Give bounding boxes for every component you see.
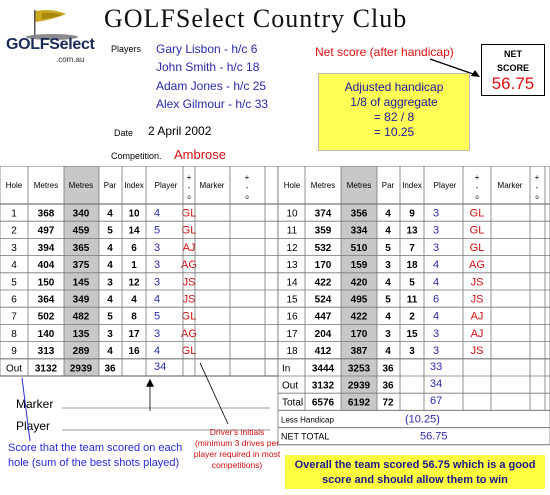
team-score: 4 xyxy=(433,310,440,323)
par-value: 4 xyxy=(385,208,391,220)
team-score: 4 xyxy=(154,293,161,306)
hole-number: 16 xyxy=(286,311,298,323)
index-value: 1 xyxy=(131,260,137,272)
adjusted-line: = 10.25 xyxy=(373,125,415,139)
net-score-box xyxy=(481,44,545,96)
total-score: 67 xyxy=(430,395,443,408)
logo-wordmark: GOLFSelect xyxy=(6,36,95,53)
player-name: Gary Lisbon - h/c 6 xyxy=(156,42,258,56)
metres-value: 170 xyxy=(314,260,332,272)
column-header: Hole xyxy=(5,181,23,190)
header-minus: - xyxy=(535,183,539,192)
metres-value: 204 xyxy=(314,328,332,340)
adjusted-line: = 82 / 8 xyxy=(373,110,415,124)
header-dot: o xyxy=(187,195,191,201)
metres-value: 349 xyxy=(72,294,90,306)
total-metres: 3132 xyxy=(311,380,335,392)
competition-value: Ambrose xyxy=(174,147,227,162)
metres-value: 159 xyxy=(350,260,368,272)
index-value: 15 xyxy=(406,328,418,340)
total-label: Out xyxy=(282,380,299,392)
team-score: 5 xyxy=(154,224,161,237)
index-value: 12 xyxy=(128,277,140,289)
team-score: 3 xyxy=(433,241,440,254)
metres-value: 334 xyxy=(350,225,368,237)
metres-value: 502 xyxy=(37,311,55,323)
team-score: 3 xyxy=(433,224,440,237)
index-value: 3 xyxy=(409,346,415,358)
out-par: 36 xyxy=(104,363,116,375)
driver-initials: AG xyxy=(181,327,197,340)
par-value: 4 xyxy=(107,208,113,220)
driver-initials: AG xyxy=(469,259,485,272)
metres-value: 422 xyxy=(350,311,368,323)
metres-value: 140 xyxy=(37,328,55,340)
metres-value: 459 xyxy=(72,225,90,237)
hole-number: 15 xyxy=(286,294,298,306)
par-value: 5 xyxy=(107,311,113,323)
header-plus: + xyxy=(186,173,192,182)
adjusted-line: Adjusted handicap xyxy=(344,80,444,94)
index-value: 6 xyxy=(131,242,137,254)
metres-value: 313 xyxy=(37,346,55,358)
hole-number: 8 xyxy=(11,328,17,340)
players-label: Players xyxy=(111,44,142,54)
date-value: 2 April 2002 xyxy=(148,124,212,138)
hole-number: 18 xyxy=(286,346,298,358)
index-value: 7 xyxy=(409,242,415,254)
par-value: 4 xyxy=(107,260,113,272)
column-header: Par xyxy=(103,181,117,190)
column-header: Metres xyxy=(33,181,59,190)
index-value: 5 xyxy=(409,277,415,289)
hole-number: 17 xyxy=(286,328,298,340)
metres-value: 135 xyxy=(72,328,90,340)
par-value: 3 xyxy=(107,328,113,340)
metres-value: 404 xyxy=(37,260,55,272)
team-score: 3 xyxy=(433,207,440,220)
less-handicap-label: Less Handicap xyxy=(281,415,334,425)
net-total-label: NET TOTAL xyxy=(281,431,330,442)
par-value: 4 xyxy=(107,242,113,254)
column-header: Index xyxy=(124,181,144,190)
metres-value: 170 xyxy=(350,328,368,340)
arrow-icon xyxy=(200,363,228,424)
competition-label: Competition. xyxy=(111,151,162,161)
driver-initials: JS xyxy=(182,276,196,289)
total-par: 72 xyxy=(382,397,394,409)
header-dot: o xyxy=(535,195,539,201)
driver-initials: AG xyxy=(181,259,197,272)
driver-initials-note xyxy=(183,427,291,471)
total-metres: 3253 xyxy=(347,363,371,375)
driver-initials: GL xyxy=(469,241,485,254)
index-value: 18 xyxy=(406,260,418,272)
column-header: Index xyxy=(402,181,422,190)
team-score: 4 xyxy=(433,259,440,272)
column-header: Metres xyxy=(68,181,94,190)
metres-value: 510 xyxy=(350,242,368,254)
team-score: 3 xyxy=(433,327,440,340)
driver-initials: GL xyxy=(181,224,197,237)
net-score-label: SCORE xyxy=(496,63,529,73)
total-label: In xyxy=(282,363,291,375)
hole-number: 3 xyxy=(11,242,17,254)
metres-value: 374 xyxy=(314,208,332,220)
team-score: 3 xyxy=(433,345,440,358)
index-value: 10 xyxy=(128,208,140,220)
index-value: 16 xyxy=(128,346,140,358)
metres-value: 532 xyxy=(314,242,332,254)
total-par: 36 xyxy=(382,363,394,375)
metres-value: 375 xyxy=(72,260,90,272)
less-handicap-value: (10.25) xyxy=(405,413,440,426)
total-metres: 6576 xyxy=(311,397,335,409)
par-value: 5 xyxy=(107,225,113,237)
player-label: Player xyxy=(16,419,51,433)
hole-number: 1 xyxy=(11,208,17,220)
hole-number: 4 xyxy=(11,260,17,272)
driver-initials: GL xyxy=(181,207,197,220)
team-score: 3 xyxy=(154,259,161,272)
team-score: 5 xyxy=(154,310,161,323)
column-header: Player xyxy=(154,181,178,190)
driver-initials: GL xyxy=(181,310,197,323)
team-score: 4 xyxy=(154,345,161,358)
total-par: 36 xyxy=(382,380,394,392)
hole-number: 11 xyxy=(286,225,298,237)
out-metres: 2939 xyxy=(69,363,93,375)
header-plus: + xyxy=(534,173,540,182)
metres-value: 365 xyxy=(72,242,90,254)
metres-value: 412 xyxy=(314,346,332,358)
header-minus: - xyxy=(187,183,191,192)
hole-number: 2 xyxy=(11,225,17,237)
out-score: 34 xyxy=(154,360,167,373)
par-value: 5 xyxy=(385,294,391,306)
driver-initials: JS xyxy=(182,293,196,306)
index-value: 17 xyxy=(128,328,140,340)
index-value: 14 xyxy=(128,225,140,237)
team-score: 3 xyxy=(154,276,161,289)
header-plus: + xyxy=(474,173,480,182)
net-score-note: Net score (after handicap) xyxy=(315,45,454,59)
hole-number: 14 xyxy=(286,277,298,289)
column-header: Marker xyxy=(199,181,225,190)
total-score: 34 xyxy=(430,378,443,390)
header-minus: - xyxy=(245,183,249,192)
driver-initials: JS xyxy=(470,276,484,289)
metres-value: 145 xyxy=(72,277,90,289)
column-header: Par xyxy=(381,181,395,190)
adjusted-handicap-box xyxy=(318,73,470,151)
column-header: Player xyxy=(433,181,457,190)
player-name: John Smith - h/c 18 xyxy=(156,60,260,74)
hole-number: 5 xyxy=(11,277,17,289)
metres-value: 394 xyxy=(37,242,55,254)
metres-value: 524 xyxy=(314,294,332,306)
metres-value: 150 xyxy=(37,277,55,289)
index-value: 13 xyxy=(406,225,418,237)
scorecard xyxy=(0,166,550,446)
index-value: 4 xyxy=(131,294,137,306)
index-value: 9 xyxy=(409,208,415,220)
driver-initials-body: (minimum 3 drives per player required in most competitions) xyxy=(193,438,281,470)
index-value: 11 xyxy=(406,294,418,306)
hole-number: 9 xyxy=(11,346,17,358)
team-score: 6 xyxy=(433,293,440,306)
column-header: Metres xyxy=(346,181,372,190)
driver-initials: JS xyxy=(470,293,484,306)
metres-value: 387 xyxy=(350,346,368,358)
driver-initials: GL xyxy=(181,345,197,358)
team-score-note: Score that the team scored on each hole (sum of the best shots played) xyxy=(8,442,183,469)
net-total-value: 56.75 xyxy=(420,430,448,443)
metres-value: 356 xyxy=(350,208,368,220)
par-value: 3 xyxy=(385,260,391,272)
metres-value: 497 xyxy=(37,225,55,237)
par-value: 3 xyxy=(385,328,391,340)
team-score: 4 xyxy=(433,276,440,289)
header-dot: o xyxy=(245,195,249,201)
column-header: Metres xyxy=(310,181,336,190)
team-score: 4 xyxy=(154,207,161,220)
driver-initials: GL xyxy=(469,207,485,220)
out-label: Out xyxy=(5,363,23,375)
metres-value: 340 xyxy=(72,208,90,220)
team-score: 3 xyxy=(154,327,161,340)
par-value: 4 xyxy=(107,294,113,306)
par-value: 4 xyxy=(385,225,391,237)
total-metres: 3444 xyxy=(311,363,335,375)
club-title: GOLFSelect Country Club xyxy=(104,4,408,33)
par-value: 5 xyxy=(385,242,391,254)
total-label: Total xyxy=(282,397,304,409)
metres-value: 447 xyxy=(314,311,332,323)
par-value: 4 xyxy=(385,277,391,289)
driver-initials: JS xyxy=(470,345,484,358)
metres-value: 289 xyxy=(72,346,90,358)
metres-value: 364 xyxy=(37,294,55,306)
total-metres: 6192 xyxy=(347,397,371,409)
net-score-value: 56.75 xyxy=(491,74,535,93)
hole-number: 6 xyxy=(11,294,17,306)
par-value: 4 xyxy=(385,346,391,358)
date-label: Date xyxy=(114,128,134,138)
hole-number: 7 xyxy=(11,311,17,323)
adjusted-line: 1/8 of aggregate xyxy=(350,95,438,109)
out-metres: 3132 xyxy=(34,363,58,375)
metres-value: 495 xyxy=(350,294,368,306)
total-score: 33 xyxy=(430,360,443,373)
metres-value: 368 xyxy=(37,208,55,220)
par-value: 4 xyxy=(107,346,113,358)
total-metres: 2939 xyxy=(347,380,371,392)
metres-value: 420 xyxy=(350,277,368,289)
hole-number: 10 xyxy=(286,208,298,220)
driver-initials: AJ xyxy=(182,241,196,254)
hole-number: 12 xyxy=(286,242,298,254)
index-value: 2 xyxy=(409,311,415,323)
marker-label: Marker xyxy=(16,397,54,411)
overall-summary-note: Overall the team scored 56.75 which is a good score and should allow them to win xyxy=(285,455,545,489)
player-name: Alex Gilmour - h/c 33 xyxy=(156,97,269,111)
metres-value: 359 xyxy=(314,225,332,237)
header-minus: - xyxy=(475,183,479,192)
net-score-label: NET xyxy=(504,49,522,59)
par-value: 4 xyxy=(385,311,391,323)
column-header: Marker xyxy=(497,181,523,190)
driver-initials: GL xyxy=(469,224,485,237)
logo-domain: .com.au xyxy=(56,55,85,64)
team-score: 3 xyxy=(154,241,161,254)
driver-initials: AJ xyxy=(470,310,484,323)
header-dot: o xyxy=(475,195,479,201)
metres-value: 422 xyxy=(314,277,332,289)
hole-number: 13 xyxy=(286,260,298,272)
header-plus: + xyxy=(244,173,250,182)
par-value: 3 xyxy=(107,277,113,289)
metres-value: 482 xyxy=(72,311,90,323)
player-name: Adam Jones - h/c 25 xyxy=(156,79,267,93)
driver-initials: AJ xyxy=(470,327,484,340)
driver-initials-title: Driver's initials xyxy=(209,427,265,437)
index-value: 8 xyxy=(131,311,137,323)
column-header: Hole xyxy=(283,181,301,190)
